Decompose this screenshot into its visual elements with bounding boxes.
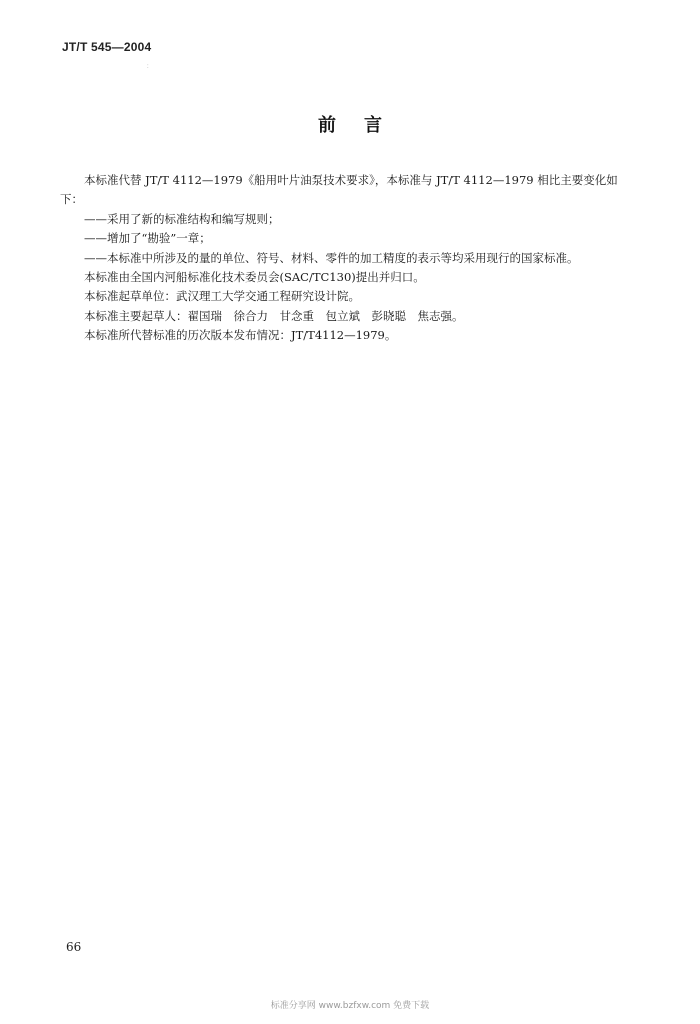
- standard-code: JT/T 545—2004: [62, 40, 152, 54]
- paragraph-replaces: 本标准代替 JT/T 4112—1979《船用叶片油泵技术要求》，本标准与 JT/T 4112—1979 相比主要变化如: [84, 173, 618, 187]
- foreword-body: [60, 171, 660, 346]
- page-number: 66: [66, 940, 82, 954]
- scan-speck: :: [147, 64, 149, 70]
- paragraph-drafting-unit: 本标准起草单位：武汉理工大学交通工程研究设计院。: [84, 289, 360, 304]
- page-title: 前言: [318, 115, 410, 136]
- change-item-survey: ——增加了“勘验”一章；: [84, 231, 211, 246]
- paragraph-history: 本标准所代替标准的历次版本发布情况：JT/T4112—1979。: [84, 328, 397, 343]
- change-item-structure: ——采用了新的标准结构和编写规则；: [84, 211, 280, 226]
- paragraph-proposed-by: 本标准由全国内河船标准化技术委员会(SAC/TC130)提出并归口。: [84, 270, 425, 285]
- change-item-units: ——本标准中所涉及的量的单位、符号、材料、零件的加工精度的表示等均采用现行的国家标准。: [84, 250, 579, 265]
- footer-watermark[interactable]: 标准分享网 www.bzfxw.com 免费下载: [270, 1001, 430, 1011]
- paragraph-drafters: 本标准主要起草人：翟国瑞 徐合力 甘念重 包立斌 彭晓聪 焦志强。: [84, 308, 464, 323]
- paragraph-replaces-continued: 下：: [60, 192, 83, 207]
